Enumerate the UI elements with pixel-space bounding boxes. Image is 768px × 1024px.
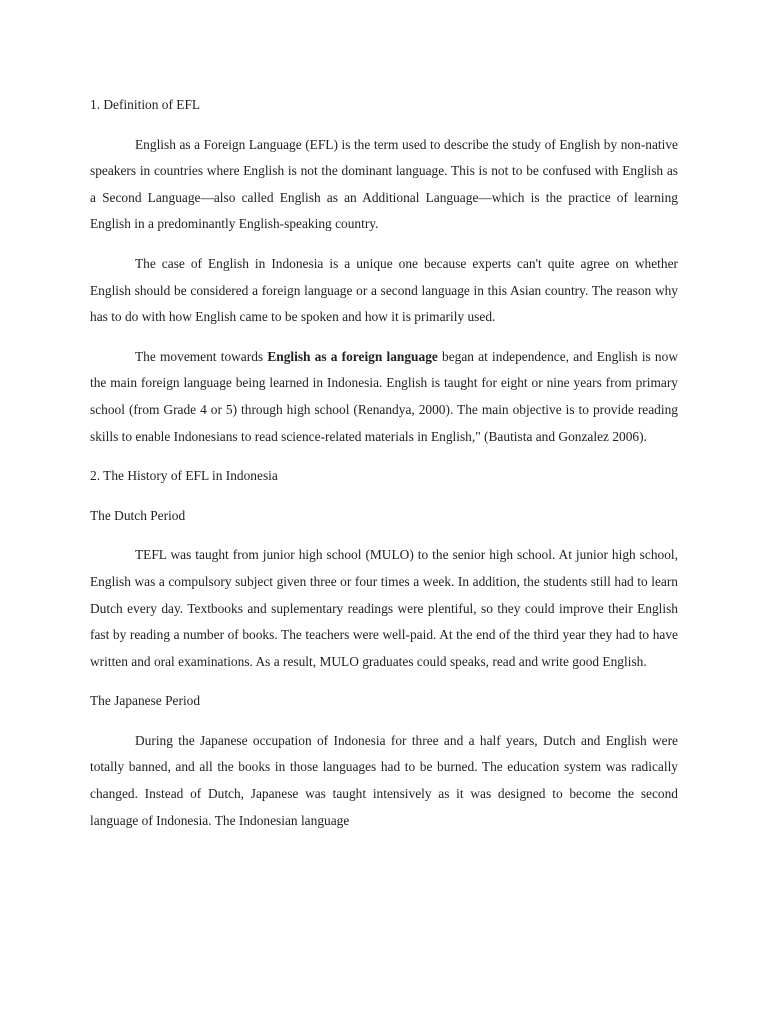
subheading-japanese-period: The Japanese Period [90,693,201,709]
paragraph-japanese-period: During the Japanese occupation of Indonesia for three and a half years, Dutch and English were totally banned, and all the books in those languages had to be burned. The education system was radically changed. Instead of Dutch, Japanese was taught intensively as it was designed to become the second language of Indonesia. The Indonesian language [90,732,678,828]
paragraph-efl-definition: English as a Foreign Language (EFL) is the term used to describe the study of English by non-native speakers in countries where English is not the dominant language. This is not to be confused with English as a Second Language—also called English as an Additional Language—which is the practice of learning English in a predominantly English-speaking country. [90,136,678,232]
paragraph-movement-end: began at independence, and English is now the main foreign language being learned in Indonesia. English is taught for eight or nine years from primary school (from Grade 4 or 5) through high school (Renandya, 2000). The main objective is to provide reading skills to enable Indonesians to read science-related materials in English," (Bautista and Gonzalez 2006). [90,348,678,444]
paragraph-movement [90,344,678,450]
document-page [90,92,678,847]
paragraph-movement-start: The movement towards [135,348,268,364]
section-heading-history: 2. The History of EFL in Indonesia [90,468,278,484]
subheading-dutch-period: The Dutch Period [90,507,186,523]
paragraph-indonesia-case: The case of English in Indonesia is a unique one because experts can't quite agree on whether English should be considered a foreign language or a second language in this Asian country. The reason why has to do with how English came to be spoken and how it is primarily used. [90,255,678,325]
section-heading-definition: 1. Definition of EFL [90,97,201,112]
bold-phrase-efl: English as a foreign language [267,348,438,364]
paragraph-dutch-period: TEFL was taught from junior high school (MULO) to the senior high school. At junior high school, English was a compulsory subject given three or four times a week. In addition, the students still had to learn Dutch every day. Textbooks and suplementary readings were plentiful, so they could improve their English fast by reading a number of books. The teachers were well-paid. At the end of the third year they had to have written and oral examinations. As a result, MULO graduates could speaks, read and write good English. [90,547,678,669]
